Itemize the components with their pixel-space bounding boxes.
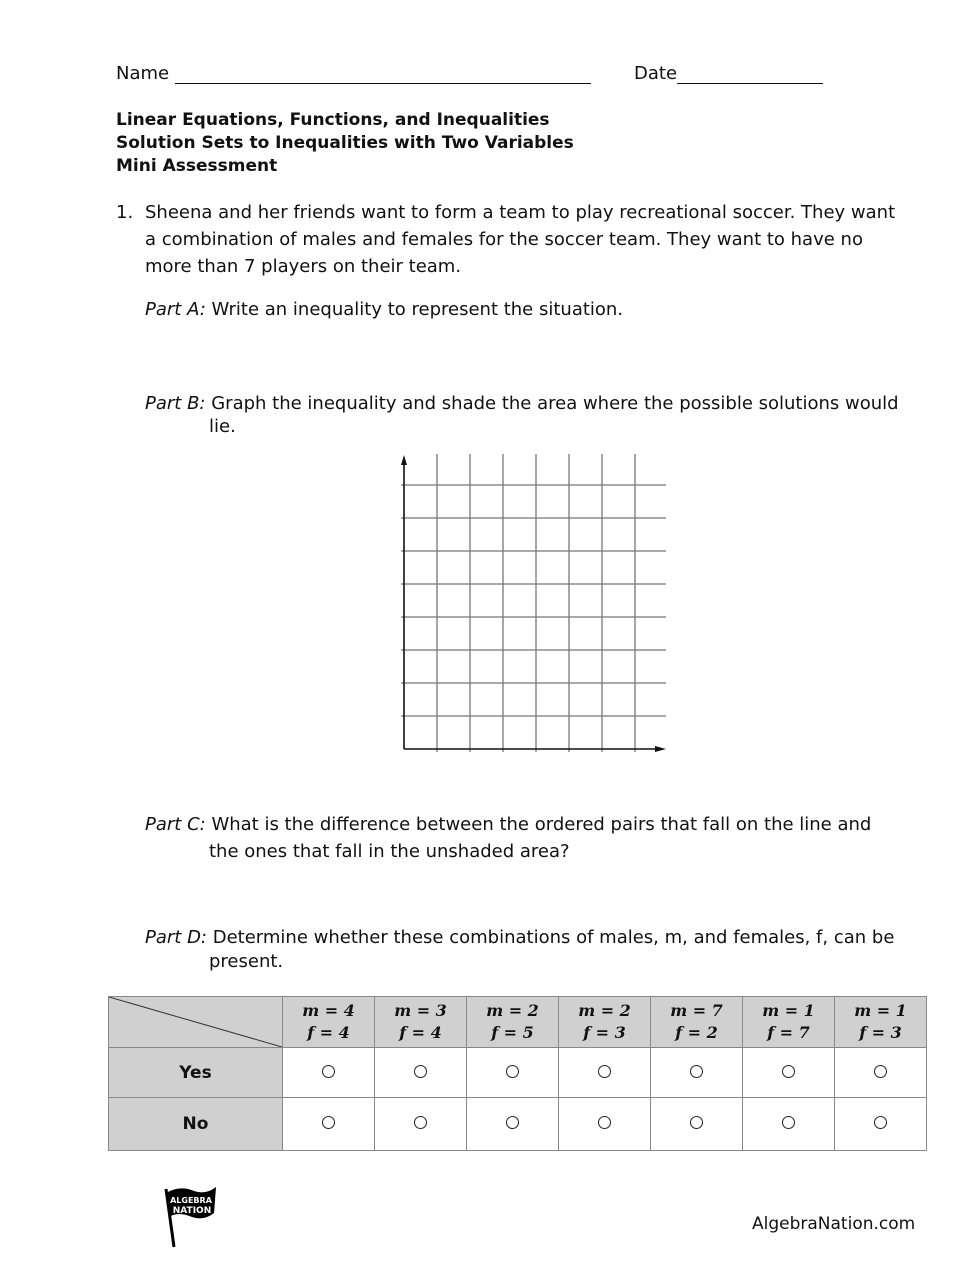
no-option-cell [835,1098,927,1151]
question-line: a combination of males and females for the soccer team. They want to have no [145,229,863,250]
site-url: AlgebraNation.com [752,1214,916,1234]
part-c-cont: the ones that fall in the unshaded area? [209,841,570,862]
yes-option-cell [467,1048,559,1098]
radio-yes[interactable] [414,1065,427,1078]
no-option-cell [743,1098,835,1151]
f-value: f = 3 [583,1023,626,1042]
corner-cell [109,997,283,1048]
no-option-cell [467,1098,559,1151]
f-value: f = 2 [675,1023,718,1042]
column-header [651,997,743,1048]
m-value: m = 7 [670,1001,723,1020]
radio-no[interactable] [414,1116,427,1129]
column-header [835,997,927,1048]
m-value: m = 3 [394,1001,447,1020]
radio-no[interactable] [690,1116,703,1129]
radio-no[interactable] [322,1116,335,1129]
radio-yes[interactable] [782,1065,795,1078]
yes-option-cell [835,1048,927,1098]
part-b-cont: lie. [209,416,236,437]
radio-no[interactable] [782,1116,795,1129]
m-value: m = 4 [302,1001,355,1020]
yes-option-cell [651,1048,743,1098]
no-option-cell [651,1098,743,1151]
f-value: f = 7 [767,1023,810,1042]
part-a: Part A: Write an inequality to represent the situation. [145,299,624,320]
name-label: Name [116,63,170,84]
question-line: Sheena and her friends want to form a team to play recreational soccer. They want [145,202,896,223]
radio-yes[interactable] [506,1065,519,1078]
radio-yes[interactable] [322,1065,335,1078]
title-unit: Linear Equations, Functions, and Inequalities [116,110,550,130]
m-value: m = 2 [486,1001,539,1020]
column-header [375,997,467,1048]
yes-option-cell [743,1048,835,1098]
m-value: m = 2 [578,1001,631,1020]
radio-yes[interactable] [690,1065,703,1078]
title-assessment: Mini Assessment [116,156,278,176]
no-option-cell [375,1098,467,1151]
date-label: Date [634,63,678,84]
yes-option-cell [375,1048,467,1098]
radio-no[interactable] [506,1116,519,1129]
f-value: f = 5 [491,1023,534,1042]
svg-text:ALGEBRA: ALGEBRA [170,1196,212,1205]
algebra-nation-logo [160,1183,220,1251]
svg-text:NATION: NATION [172,1206,212,1216]
radio-yes[interactable] [874,1065,887,1078]
no-option-cell [559,1098,651,1151]
no-option-cell [283,1098,375,1151]
row-label-yes: Yes [109,1048,283,1098]
m-value: m = 1 [762,1001,815,1020]
part-b: Part B: Graph the inequality and shade the area where the possible solutions would [145,393,899,414]
column-header [467,997,559,1048]
column-header [559,997,651,1048]
question-number: 1. [116,202,134,223]
y-axis-arrow-icon [401,455,407,465]
yes-option-cell [559,1048,651,1098]
column-header [283,997,375,1048]
title-topic: Solution Sets to Inequalities with Two Variables [116,133,574,153]
radio-no[interactable] [598,1116,611,1129]
f-value: f = 4 [307,1023,350,1042]
part-d: Part D: Determine whether these combinations of males, m, and females, f, can be [145,927,895,948]
radio-no[interactable] [874,1116,887,1129]
row-label-no: No [109,1098,283,1151]
part-d-cont: present. [209,951,284,972]
f-value: f = 3 [859,1023,902,1042]
yes-option-cell [283,1048,375,1098]
x-axis-arrow-icon [655,746,666,752]
radio-yes[interactable] [598,1065,611,1078]
m-value: m = 1 [854,1001,907,1020]
column-header [743,997,835,1048]
part-c: Part C: What is the difference between the ordered pairs that fall on the line and [145,814,872,835]
f-value: f = 4 [399,1023,442,1042]
question-line: more than 7 players on their team. [145,256,462,277]
combinations-table [108,996,927,1151]
